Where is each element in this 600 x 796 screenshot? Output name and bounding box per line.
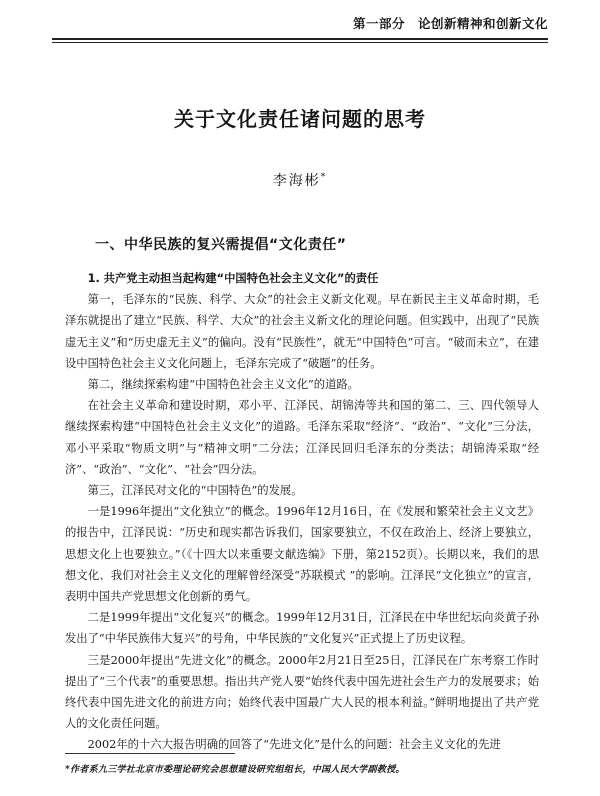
header-rule-thin	[52, 42, 548, 43]
paragraph: 在社会主义革命和建设时期，邓小平、江泽民、胡锦涛等共和国的第二、三、四代领导人继续探索构建“中国特色社会主义文化”的道路。毛泽东采取“经济”、“政治”、“文化”三分法，邓小平采取“物质文明”与“精神文明”二分法；江泽民回归毛泽东的分类法；胡锦涛采取“经济”、“政治”、“文化”、“社会”四分法。	[65, 399, 539, 476]
author-name: 李海彬	[272, 173, 321, 189]
paragraph: 第一，毛泽东的“民族、科学、大众”的社会主义新文化观。早在新民主主义革命时期，毛泽东就提出了建立“民族、科学、大众”的社会主义新文化的理论问题。但实践中，出现了“民族虚无主义”和“历史虚无主义”的偏向。没有“民族性”，就无“中国特色”可言。“破而未立”，在建设中国特色社会主义文化问题上，毛泽东完成了“破题”的任务。	[65, 293, 539, 370]
article-body	[65, 268, 539, 756]
article-title: 关于文化责任诸问题的思考	[174, 107, 426, 131]
paragraph: 2002年的十六大报告明确的回答了“先进文化”是什么的问题：社会主义文化的先进	[87, 738, 501, 752]
header-rule-thick	[52, 38, 548, 40]
author-line	[0, 170, 600, 190]
paragraph: 第二，继续探索构建“中国特色社会主义文化”的道路。	[87, 378, 359, 392]
paragraph: 三是2000年提出“先进文化”的概念。2000年2月21日至25日，江泽民在广东考察工作时提出了“三个代表”的重要思想。指出共产党人要“始终代表中国先进社会生产力的发展要求；始终代表中国先进文化的前进方向；始终代表中国最广大人民的根本利益。”鲜明地提出了共产党人的文化责任问题。	[65, 653, 539, 731]
subsection-heading: 1. 共产党主动担当起构建“中国特色社会主义文化”的责任	[87, 272, 379, 285]
paragraph: 第三，江泽民对文化的“中国特色”的发展。	[87, 484, 303, 498]
paragraph: 二是1999年提出“文化复兴”的概念。1999年12月31日，江泽民在中华世纪坛向炎黄子孙发出了“中华民族伟大复兴”的号角，中华民族的“文化复兴”正式提上了历史议程。	[65, 611, 539, 646]
author-footnote-mark: *	[320, 172, 328, 183]
footnote: *作者系九三学社北京市委理论研究会思想建设研究组组长，中国人民大学副教授。	[65, 765, 405, 775]
running-header: 第一部分 论创新精神和创新文化	[352, 16, 548, 31]
footnote-rule	[65, 753, 235, 754]
paragraph: 一是1996年提出“文化独立”的概念。1996年12月16日，在《发展和繁荣社会主义文艺》的报告中，江泽民说：“历史和现实都告诉我们，国家要独立，不仅在政治上、经济上要独立，思想文化上也要独立。”（《十四大以来重要文献选编》下册，第2152页）。长期以来，我们的思想文化、我们对社会主义文化的理解曾经深受“苏联模式 ”的影响。江泽民“文化独立”的宣言，表明中国共产党思想文化创新的勇气。	[65, 505, 539, 604]
section-heading: 一、中华民族的复兴需提倡“文化责任”	[95, 237, 347, 253]
